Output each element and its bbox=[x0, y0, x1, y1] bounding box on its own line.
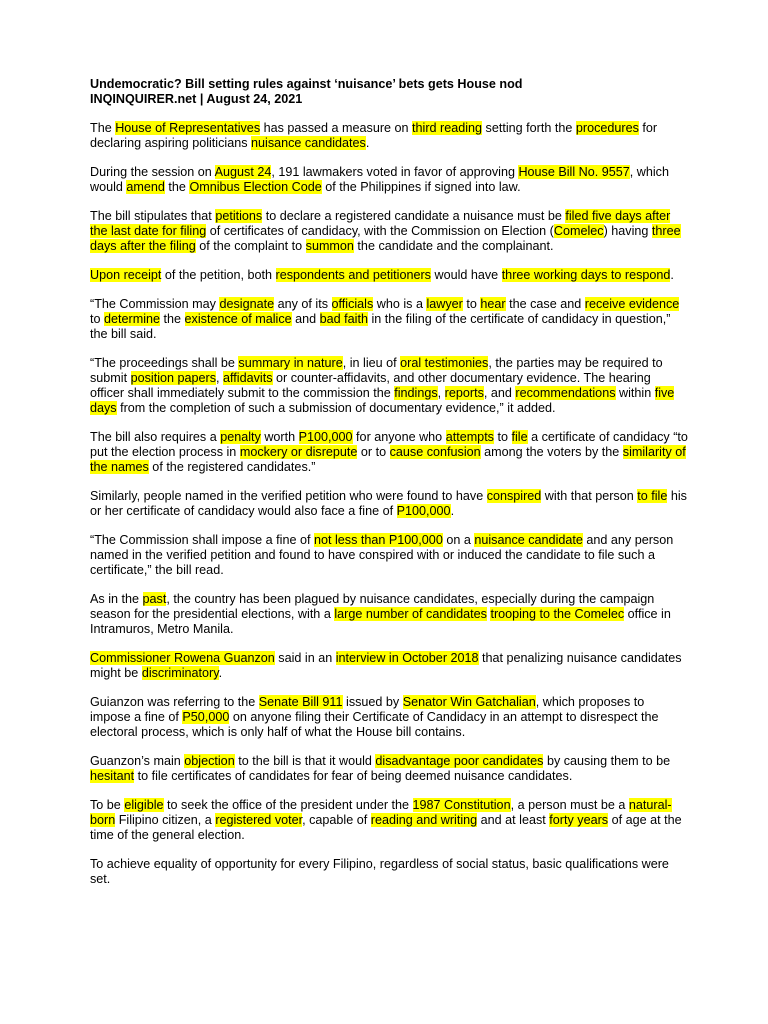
text-run: . bbox=[218, 666, 223, 680]
text-run: . bbox=[450, 504, 455, 518]
text-run: a certificate of candidacy “to put the election process in bbox=[90, 430, 688, 459]
text-run: office in Intramuros, Metro Manila. bbox=[90, 607, 671, 636]
highlighted-text: third reading bbox=[412, 121, 483, 135]
text-run: by causing them to be bbox=[543, 754, 671, 768]
text-run: of the petition, both bbox=[161, 268, 276, 282]
article-paragraph bbox=[90, 592, 688, 637]
highlighted-text: filed five days after the last date for filing bbox=[90, 209, 671, 238]
highlighted-text: House of Representatives bbox=[115, 121, 261, 135]
highlighted-text: designate bbox=[219, 297, 275, 311]
text-run: worth bbox=[260, 430, 299, 444]
text-run: the candidate and the complainant. bbox=[353, 239, 554, 253]
text-run: or counter-affidavits, and other documentary evidence. The hearing officer shall immediately submit to the commission the bbox=[90, 371, 651, 400]
text-run: of certificates of candidacy, with the Commission on Election ( bbox=[206, 224, 554, 238]
text-run: , bbox=[216, 371, 224, 385]
highlighted-text: Omnibus Election Code bbox=[189, 180, 322, 194]
highlighted-text: P100,000 bbox=[298, 430, 353, 444]
text-run: within bbox=[615, 386, 655, 400]
text-run: and bbox=[291, 312, 320, 326]
highlighted-text: to file bbox=[637, 489, 668, 503]
text-run: Similarly, people named in the verified petition who were found to have bbox=[90, 489, 487, 503]
highlighted-text: three days after the filing bbox=[90, 224, 681, 253]
text-run: , a person must be a bbox=[510, 798, 629, 812]
article-paragraph bbox=[90, 489, 688, 519]
highlighted-text: forty years bbox=[549, 813, 609, 827]
text-run: The bill also requires a bbox=[90, 430, 221, 444]
text-run: to bbox=[462, 297, 481, 311]
text-run: of the complaint to bbox=[195, 239, 306, 253]
text-run: , capable of bbox=[302, 813, 371, 827]
text-run: During the session on bbox=[90, 165, 215, 179]
highlighted-text: Senator Win Gatchalian bbox=[402, 695, 536, 709]
highlighted-text: summon bbox=[305, 239, 354, 253]
highlighted-text: cause confusion bbox=[389, 445, 481, 459]
text-run: Guanzon’s main bbox=[90, 754, 185, 768]
text-run: to file certificates of candidates for fear of being deemed nuisance candidates. bbox=[134, 769, 573, 783]
highlighted-text: eligible bbox=[124, 798, 164, 812]
text-run: any of its bbox=[274, 297, 332, 311]
article-paragraph bbox=[90, 165, 688, 195]
text-run: or to bbox=[357, 445, 390, 459]
text-run: for anyone who bbox=[352, 430, 446, 444]
article-paragraph bbox=[90, 651, 688, 681]
highlighted-text: conspired bbox=[486, 489, 542, 503]
text-run: , the country has been plagued by nuisance candidates, especially during the campaign season for the presidential elections, with a bbox=[90, 592, 655, 621]
text-run: , which proposes to impose a fine of bbox=[90, 695, 645, 724]
article-paragraph bbox=[90, 121, 688, 151]
article-paragraph bbox=[90, 430, 688, 475]
article-paragraph bbox=[90, 695, 688, 740]
highlighted-text: summary in nature bbox=[238, 356, 343, 370]
highlighted-text: similarity of the names bbox=[90, 445, 686, 474]
highlighted-text: registered voter bbox=[215, 813, 303, 827]
highlighted-text: disadvantage poor candidates bbox=[375, 754, 544, 768]
highlighted-text: reports bbox=[444, 386, 484, 400]
text-run: As in the bbox=[90, 592, 143, 606]
text-run: of the registered candidates.” bbox=[148, 460, 316, 474]
text-run: Filipino citizen, a bbox=[115, 813, 216, 827]
text-run: “The Commission shall impose a fine of bbox=[90, 533, 314, 547]
article-paragraph bbox=[90, 268, 688, 283]
highlighted-text: existence of malice bbox=[184, 312, 292, 326]
text-run: , bbox=[437, 386, 445, 400]
text-run: of the Philippines if signed into law. bbox=[321, 180, 521, 194]
text-run: to bbox=[90, 312, 105, 326]
text-run: of age at the time of the general election. bbox=[90, 813, 682, 842]
text-run: , which would bbox=[90, 165, 669, 194]
text-run: on anyone filing their Certificate of Candidacy in an attempt to disrespect the electoral process, which is only half of what the House bill contains. bbox=[90, 710, 659, 739]
text-run: To be bbox=[90, 798, 125, 812]
article-body bbox=[90, 121, 688, 887]
highlighted-text: penalty bbox=[220, 430, 261, 444]
text-run: “The Commission may bbox=[90, 297, 220, 311]
text-run: in the filing of the certificate of candidacy in question,” the bill said. bbox=[90, 312, 671, 341]
text-run: has passed a measure on bbox=[260, 121, 413, 135]
highlighted-text: nuisance candidates bbox=[251, 136, 366, 150]
text-run: issued by bbox=[342, 695, 403, 709]
text-run: “The proceedings shall be bbox=[90, 356, 239, 370]
highlighted-text: three working days to respond bbox=[501, 268, 671, 282]
highlighted-text: P50,000 bbox=[182, 710, 230, 724]
highlighted-text: respondents and petitioners bbox=[275, 268, 431, 282]
highlighted-text: five days bbox=[90, 386, 675, 415]
text-run: that penalizing nuisance candidates might be bbox=[90, 651, 682, 680]
highlighted-text: amend bbox=[126, 180, 165, 194]
highlighted-text: trooping to the Comelec bbox=[490, 607, 625, 621]
highlighted-text: bad faith bbox=[319, 312, 368, 326]
highlighted-text: findings bbox=[394, 386, 438, 400]
text-run: for declaring aspiring politicians bbox=[90, 121, 658, 150]
text-run: to bbox=[493, 430, 512, 444]
text-run: said in an bbox=[274, 651, 336, 665]
highlighted-text: affidavits bbox=[223, 371, 273, 385]
highlighted-text: hear bbox=[480, 297, 506, 311]
highlighted-text: August 24 bbox=[214, 165, 272, 179]
text-run: and at least bbox=[477, 813, 550, 827]
highlighted-text: natural-born bbox=[90, 798, 672, 827]
text-run: to the bill is that it would bbox=[234, 754, 376, 768]
highlighted-text: position papers bbox=[130, 371, 217, 385]
highlighted-text: objection bbox=[184, 754, 235, 768]
highlighted-text: reading and writing bbox=[370, 813, 478, 827]
highlighted-text: procedures bbox=[575, 121, 639, 135]
highlighted-text: hesitant bbox=[90, 769, 135, 783]
highlighted-text: Senate Bill 911 bbox=[258, 695, 343, 709]
highlighted-text: attempts bbox=[445, 430, 494, 444]
text-run: , the parties may be required to submit bbox=[90, 356, 663, 385]
text-run: , and bbox=[483, 386, 516, 400]
text-run: . bbox=[365, 136, 370, 150]
text-run: . bbox=[670, 268, 674, 282]
article-paragraph bbox=[90, 356, 688, 416]
highlighted-text: discriminatory bbox=[141, 666, 219, 680]
article-paragraph bbox=[90, 297, 688, 342]
text-run: his or her certificate of candidacy would also face a fine of bbox=[90, 489, 687, 518]
article-paragraph bbox=[90, 857, 688, 887]
highlighted-text: determine bbox=[104, 312, 161, 326]
highlighted-text: lawyer bbox=[426, 297, 463, 311]
text-run: the bbox=[160, 312, 185, 326]
text-run: the bbox=[164, 180, 190, 194]
article-paragraph bbox=[90, 209, 688, 254]
text-run: on a bbox=[442, 533, 475, 547]
highlighted-text: oral testimonies bbox=[400, 356, 489, 370]
highlighted-text: mockery or disrepute bbox=[239, 445, 358, 459]
text-run: , 191 lawmakers voted in favor of approving bbox=[271, 165, 519, 179]
highlighted-text: House Bill No. 9557 bbox=[518, 165, 630, 179]
text-run: would have bbox=[430, 268, 502, 282]
highlighted-text: large number of candidates bbox=[334, 607, 487, 621]
text-run: among the voters by the bbox=[480, 445, 623, 459]
text-run: ) having bbox=[603, 224, 652, 238]
text-run: Guianzon was referring to the bbox=[90, 695, 259, 709]
highlighted-text: P100,000 bbox=[396, 504, 451, 518]
text-run: The bill stipulates that bbox=[90, 209, 216, 223]
text-run: and any person named in the verified petition and found to have conspired with or induced the candidate to file such a certificate,” the bill read. bbox=[90, 533, 674, 577]
highlighted-text: nuisance candidate bbox=[474, 533, 583, 547]
highlighted-text: past bbox=[142, 592, 167, 606]
text-run: , in lieu of bbox=[342, 356, 401, 370]
highlighted-text: 1987 Constitution bbox=[412, 798, 511, 812]
document-page bbox=[90, 77, 688, 901]
article-paragraph bbox=[90, 798, 688, 843]
article-header bbox=[90, 77, 688, 107]
text-run: to declare a registered candidate a nuisance must be bbox=[262, 209, 566, 223]
highlighted-text: petitions bbox=[215, 209, 263, 223]
text-run: To achieve equality of opportunity for every Filipino, regardless of social status, basic qualifications were set. bbox=[90, 857, 669, 886]
text-run: from the completion of such a submission of documentary evidence,” it added. bbox=[116, 401, 556, 415]
highlighted-text: interview in October 2018 bbox=[335, 651, 479, 665]
text-run: with that person bbox=[541, 489, 638, 503]
highlighted-text: file bbox=[511, 430, 528, 444]
highlighted-text: recommendations bbox=[515, 386, 616, 400]
article-paragraph bbox=[90, 533, 688, 578]
text-run: who is a bbox=[373, 297, 427, 311]
text-run: to seek the office of the president under the bbox=[163, 798, 413, 812]
text-run: The bbox=[90, 121, 116, 135]
article-paragraph bbox=[90, 754, 688, 784]
highlighted-text: Comelec bbox=[553, 224, 604, 238]
text-run: the case and bbox=[505, 297, 585, 311]
highlighted-text: receive evidence bbox=[584, 297, 680, 311]
text-run: setting forth the bbox=[482, 121, 576, 135]
highlighted-text: not less than P100,000 bbox=[313, 533, 443, 547]
highlighted-text: officials bbox=[331, 297, 374, 311]
article-byline: INQINQUIRER.net | August 24, 2021 bbox=[90, 92, 303, 106]
highlighted-text: Commissioner Rowena Guanzon bbox=[90, 651, 275, 665]
article-headline: Undemocratic? Bill setting rules against ‘nuisance’ bets gets House nod bbox=[90, 77, 523, 91]
highlighted-text: Upon receipt bbox=[90, 268, 162, 282]
